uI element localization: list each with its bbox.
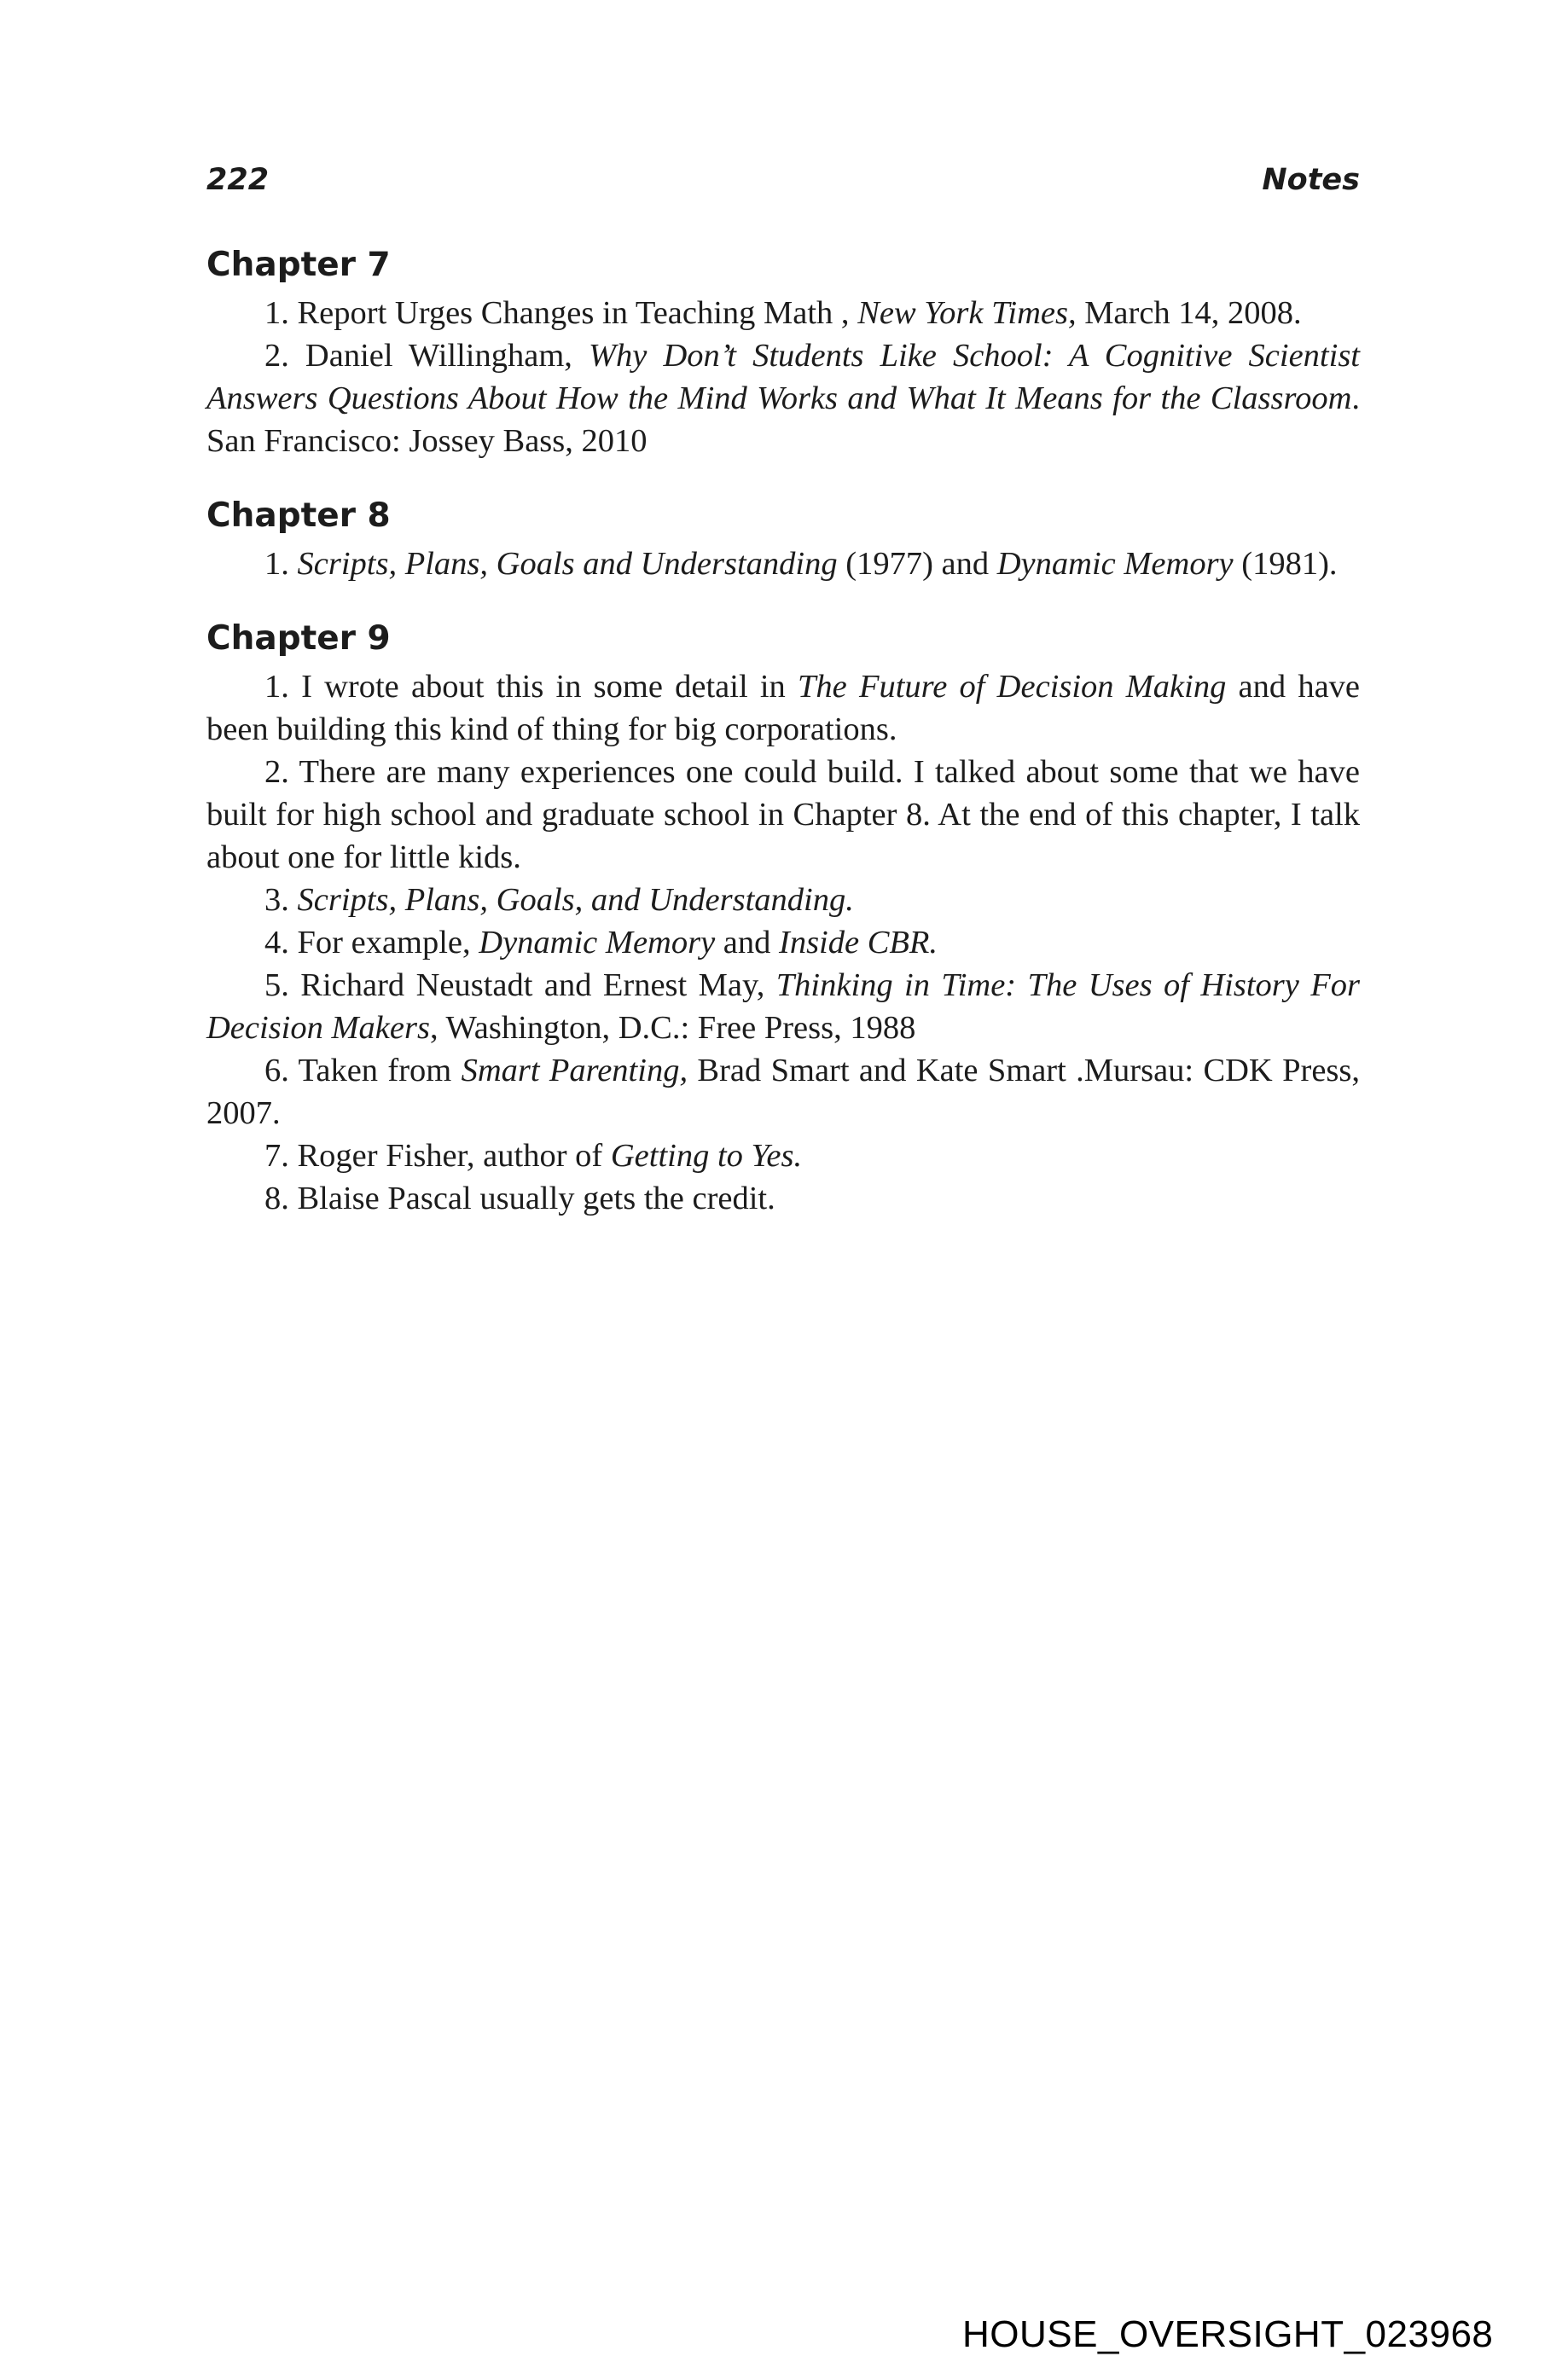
chapter-section xyxy=(206,614,1360,1220)
endnote xyxy=(206,921,1360,964)
chapter-section xyxy=(206,241,1360,462)
endnote-text: 2. Daniel Willingham, xyxy=(264,338,589,374)
running-head xyxy=(206,160,1360,200)
endnote-title: The Future of Decision Making xyxy=(798,669,1227,705)
endnote xyxy=(206,751,1360,879)
endnote-text: 6. Taken from xyxy=(264,1053,462,1088)
endnote-title: Why Don’t Students Like School: A Cognitive Scientist Answers Questions About How the Mind Works and What It Means for the Classroom xyxy=(206,338,1360,416)
endnote-title: Getting to Yes. xyxy=(610,1138,803,1174)
endnote xyxy=(206,665,1360,751)
endnote-text: Brad Smart and Kate Smart .Mursau: CDK Press, 2007. xyxy=(206,1053,1360,1131)
endnote-text: 3. xyxy=(264,882,298,918)
endnote-text: and xyxy=(715,925,779,960)
endnote-text: 1. Report Urges Changes in Teaching Math , xyxy=(264,295,858,331)
endnote-text: 1. xyxy=(264,546,298,582)
endnote-text: . San Francisco: Jossey Bass, 2010 xyxy=(206,380,1360,459)
endnote-text: 8. Blaise Pascal usually gets the credit. xyxy=(264,1181,775,1216)
endnote-text: 4. For example, xyxy=(264,925,479,960)
endnote xyxy=(206,334,1360,462)
endnote-title: Smart Parenting, xyxy=(461,1053,688,1088)
bates-number: HOUSE_OVERSIGHT_023968 xyxy=(962,2313,1494,2355)
notes-body xyxy=(206,241,1360,1249)
chapter-heading: Chapter 8 xyxy=(206,496,391,535)
endnote xyxy=(206,543,1360,585)
endnote-text: 7. Roger Fisher, author of xyxy=(264,1138,611,1174)
endnote-title: Scripts, Plans, Goals, and Understanding. xyxy=(297,882,854,918)
endnote xyxy=(206,1177,1360,1220)
endnote-title: Thinking in Time: The Uses of History For Decision Makers xyxy=(206,967,1361,1046)
endnote-text: March 14, 2008. xyxy=(1076,295,1302,331)
endnote-title: Dynamic Memory xyxy=(479,925,716,960)
endnote-title: Scripts, Plans, Goals and Understanding xyxy=(297,546,838,582)
endnote-title: Dynamic Memory xyxy=(996,546,1234,582)
endnote-text: , Washington, D.C.: Free Press, 1988 xyxy=(429,1010,916,1046)
endnote-text: 1. I wrote about this in some detail in xyxy=(264,669,799,705)
endnote-title: New York Times, xyxy=(857,295,1077,331)
section-title: Notes xyxy=(1262,163,1360,197)
endnote-text: 5. Richard Neustadt and Ernest May, xyxy=(264,967,776,1003)
endnote-text: (1977) and xyxy=(837,546,997,582)
endnote-text: 2. There are many experiences one could build. I talked about some that we have built for high school and graduate school in Chapter 8. At the end of this chapter, I talk about one for little kids. xyxy=(206,754,1360,875)
page-number: 222 xyxy=(206,163,270,197)
endnote xyxy=(206,1135,1360,1177)
chapter-heading: Chapter 7 xyxy=(206,246,391,284)
chapter-section xyxy=(206,491,1360,585)
endnote-title: Inside CBR. xyxy=(779,925,938,960)
endnote-text: (1981). xyxy=(1233,546,1338,582)
endnote xyxy=(206,292,1360,334)
endnote-text: and have been building this kind of thing for big corporations. xyxy=(206,669,1361,747)
endnote xyxy=(206,879,1360,921)
endnote xyxy=(206,964,1360,1049)
endnote xyxy=(206,1049,1360,1135)
chapter-heading: Chapter 9 xyxy=(206,619,391,658)
